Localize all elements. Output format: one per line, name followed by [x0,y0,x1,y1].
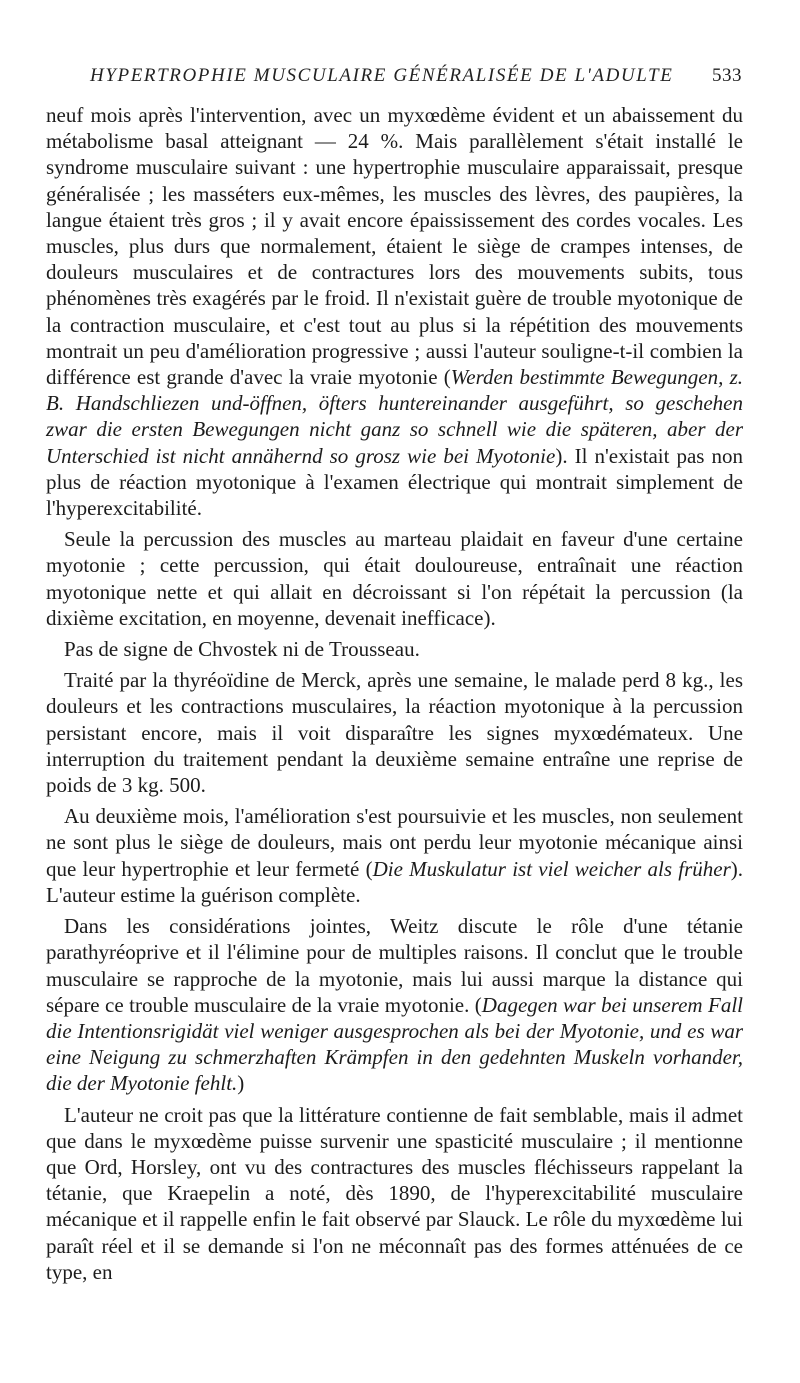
text-run: ). L'auteur estime la guérison complète. [46,856,743,907]
text-run: Dans les considérations jointes, Weitz discute le rôle d'une tétanie parathyréoprive et il l'élimine pour de multiples raisons. Il conclut que le trouble musculaire se rapproche de la myotonie, mais lui aussi marque la distance qui sépare ce trouble musculaire de la vraie myotonie. ( [46,914,743,1017]
text-run: neuf mois après l'intervention, avec un myxœdème évident et un abaissement du métabolisme basal atteignant — 24 %. Mais parallèlement s'était installé le syndrome musculaire suivant : une hypertrophie musculaire apparaissait, presque généralisée ; les masséters eux-mêmes, les muscles des lèvres, des paupières, la langue étaient très gros ; il y avait encore épaississement des cordes vocales. Les muscles, plus durs que normalement, étaient le siège de crampes intenses, de douleurs musculaires et de contractures lors des mouvements subits, tous phénomènes très exagérés par le froid. Il n'existait guère de trouble myotonique de la contraction musculaire, et c'est tout au plus si la répétition des mouvements montrait un peu d'amélioration progressive ; aussi l'auteur souligne-t-il combien la différence est grande d'avec la vraie myotonie ( [46,103,743,390]
text-run: L'auteur ne croit pas que la littérature contienne de fait semblable, mais il admet que dans le myxœdème puisse survenir une spasticité musculaire ; il mentionne que Ord, Horsley, ont vu des contractures des muscles fléchisseurs rappelant la tétanie, que Kraepelin a noté, dès 1890, de l'hyperexcitabilité musculaire mécanique et il rappelle enfin le fait observé par Slauck. Le rôle du myxœdème lui paraît réel et il se demande si l'on ne méconnaît pas des formes atténuées de ce type, en [46,1102,743,1284]
paragraph-2 [46,526,743,631]
text-run: ). Il n'existait pas non plus de réaction myotonique à l'examen électrique qui montrait simplement de l'hyperexcitabilité. [46,443,744,521]
text-run: ) [237,1071,245,1096]
text-run: Seule la percussion des muscles au marteau plaidait en faveur d'une certaine myotonie ; cette percussion, qui était douloureuse, entraînait une réaction myotonique nette et qui allait en décroissant si l'on répétait la percussion (la dixième excitation, en moyenne, devenait inefficace). [46,527,743,630]
running-header [90,62,742,90]
german-quote: Werden bestimmte Bewegungen, z. B. Handschliezen und-öffnen, öfters huntereinander ausgeführt, so geschehen zwar die ersten Bewegungen nicht ganz so schnell wie die späteren, aber der Unterschied ist nicht annähernd so grosz wie bei Myotonie [46,365,743,468]
paragraph-6 [46,913,743,1096]
paragraph-5 [46,803,743,908]
german-quote: Dagegen war bei unserem Fall die Intentionsrigidät viel weniger ausgesprochen als bei der Myotonie, und es war eine Neigung zu schmerzhaften Krämpfen in den gedehnten Muskeln vorhander, die der Myotonie fehlt. [46,992,744,1096]
text-run: Traité par la thyréoïdine de Merck, après une semaine, le malade perd 8 kg., les douleurs et les contractions musculaires, la réaction myotonique à la percussion persistant encore, mais il voit disparaître les signes myxœdémateux. Une interruption du traitement pendant la deuxième semaine entraîne une reprise de poids de 3 kg. 500. [46,668,743,798]
running-title: HYPERTROPHIE MUSCULAIRE GÉNÉRALISÉE DE L'ADULTE [90,65,674,86]
paragraph-1 [46,102,743,521]
body-text [46,102,743,1290]
page-number: 533 [712,65,742,86]
german-quote: Die Muskulatur ist viel weicher als früher [372,856,731,881]
paragraph-3 [46,636,743,662]
text-run: Pas de signe de Chvostek ni de Trousseau. [64,637,420,662]
paragraph-7 [46,1102,743,1285]
paragraph-4 [46,667,743,798]
text-run: Au deuxième mois, l'amélioration s'est poursuivie et les muscles, non seulement ne sont plus le siège de douleurs, mais ont perdu leur myotonie mécanique ainsi que leur hypertrophie et leur fermeté ( [46,804,743,881]
